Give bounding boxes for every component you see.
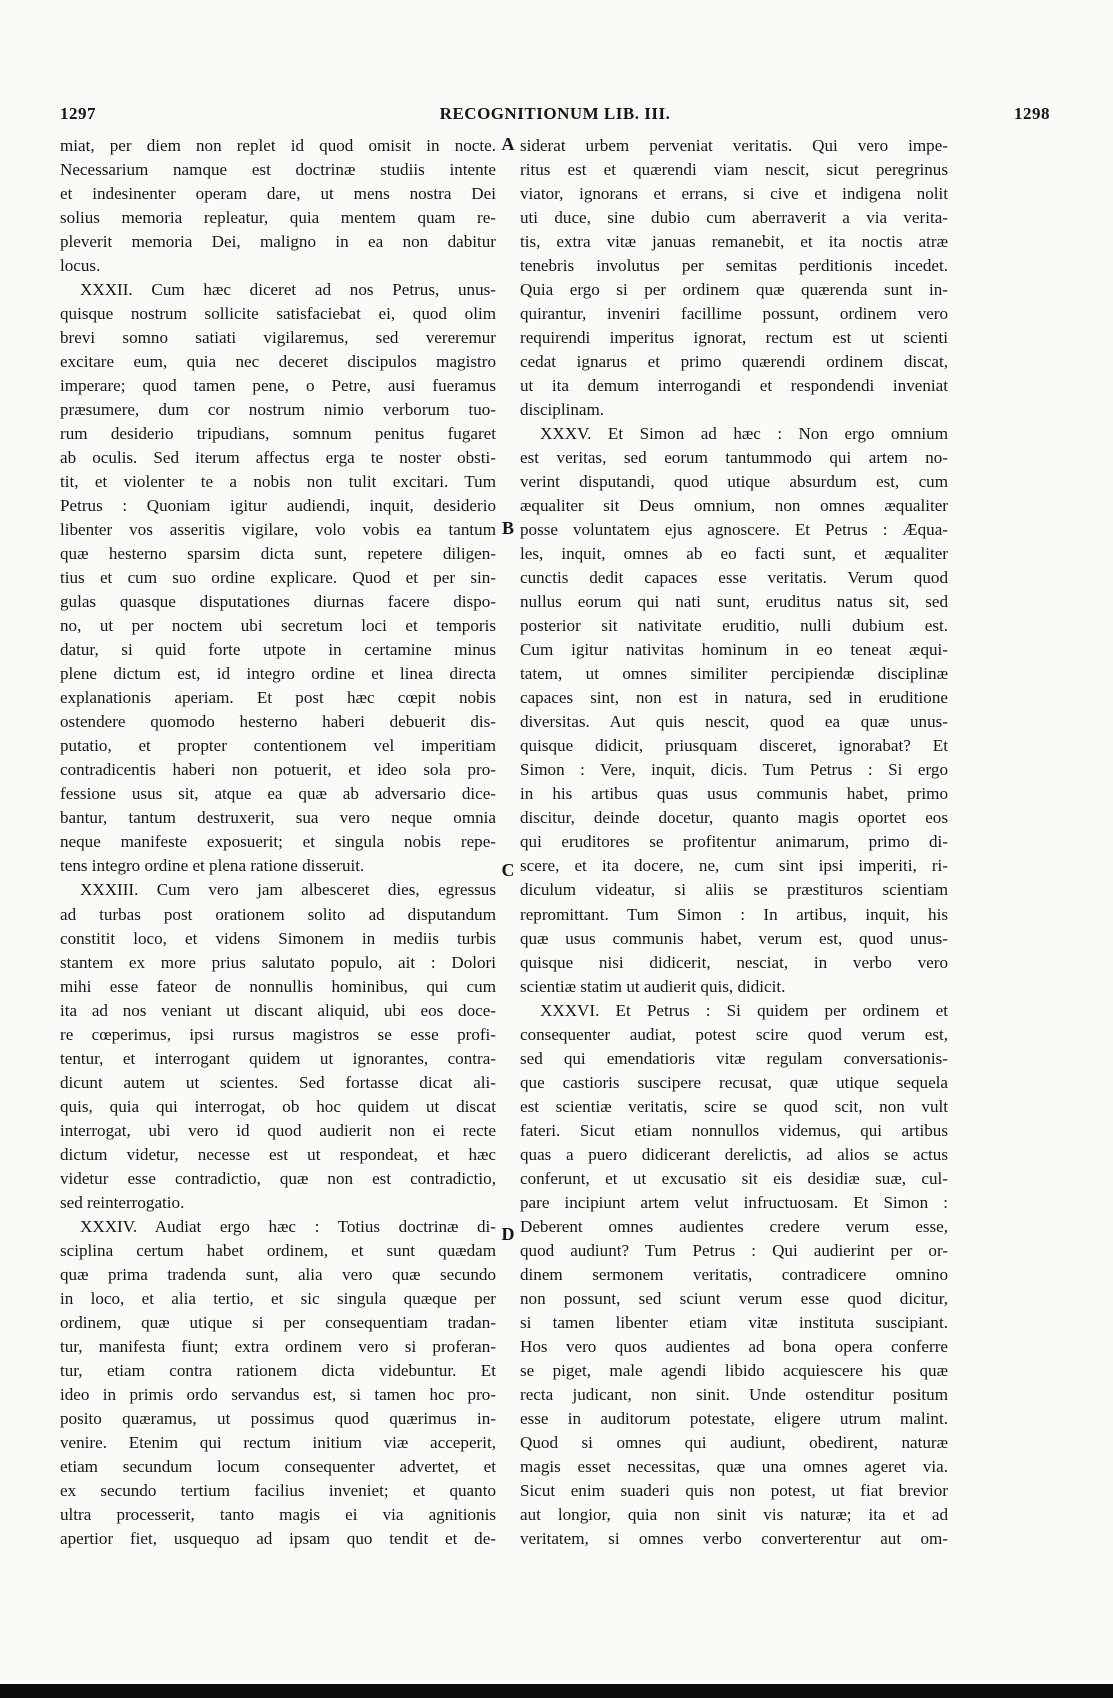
left-column-line: posito quæramus, ut possimus quod quærimus in-: [60, 1408, 496, 1428]
left-column-line: in loco, et alia tertio, et sic singula quæque per: [60, 1288, 496, 1308]
left-column-line: videtur esse contradictio, quæ non est contradictio,: [60, 1168, 496, 1188]
left-column-line: et indesinenter operam dare, ut mens nostra Dei: [60, 184, 496, 204]
left-column-line: solius memoria repleatur, quia mentem quam re-: [60, 208, 496, 228]
right-column-line: Deberent omnes audientes credere verum esse,: [520, 1216, 948, 1236]
right-column-line: que castioris suscipere recusat, quæ utique sequela: [520, 1072, 948, 1092]
right-column-line: cedat ignarus et primo quærendi ordinem discat,: [520, 352, 948, 372]
right-column-line: les, inquit, omnes ab eo facti sunt, et æqualiter: [520, 544, 948, 564]
left-column-line: ex secundo tertium facilius inveniet; et quanto: [60, 1480, 496, 1500]
left-column-line: ultra processerit, tanto magis ei via agnitionis: [60, 1504, 496, 1524]
left-column-line: plene dictum est, id integro ordine et linea directa: [60, 664, 496, 684]
left-column-line: tentur, et interrogant quidem ut ignorantes, contra-: [60, 1048, 496, 1068]
left-column-line: ideo in primis ordo servandus est, si tamen hoc pro-: [60, 1384, 496, 1404]
left-column-line: excitare eum, quia nec deceret discipulos magistro: [60, 352, 496, 372]
left-column-line: interrogat, ubi vero id quod audierit non ei recte: [60, 1120, 496, 1140]
left-column-line: tur, etiam contra rationem dicta videbuntur. Et: [60, 1360, 496, 1380]
left-column-line: re cœperimus, ipsi rursus magistros se esse profi-: [60, 1024, 496, 1044]
right-column-line: est scientiæ veritatis, scire se quod scit, non vult: [520, 1096, 948, 1116]
left-column-line: venire. Etenim qui rectum initium viæ acceperit,: [60, 1432, 496, 1452]
right-column-line: recta judicant, non sinit. Unde ostenditur positum: [520, 1384, 948, 1404]
left-column-line: neque manifeste exposuerit; et singula nobis repe-: [60, 832, 496, 852]
page-number-left: 1297: [60, 104, 96, 123]
margin-letter-c: C: [501, 860, 515, 880]
left-column-line: gulas quasque disputationes diurnas facere dispo-: [60, 592, 496, 612]
left-column-line: tit, et violenter te a nobis non tulit excitari. Tum: [60, 472, 496, 492]
right-column-line: esse in auditorum potestate, eligere utrum malint.: [520, 1408, 948, 1428]
right-column-line: pare incipiunt artem velut infructuosam. Et Simon :: [520, 1192, 948, 1212]
right-column-line: veritatem, si omnes verbo converterentur aut om-: [520, 1528, 948, 1548]
right-column-line: se piget, male agendi libido acquiescere his quæ: [520, 1360, 948, 1380]
left-column-line: pleverit memoria Dei, maligno in ea non dabitur: [60, 232, 496, 252]
left-column-line: tius et cum suo ordine explicare. Quod et per sin-: [60, 568, 496, 588]
right-column-line: posse voluntatem ejus agnoscere. Et Petrus : Æqua-: [520, 520, 948, 540]
page-header: [60, 104, 1050, 126]
left-column-line: sciplina certum habet ordinem, et sunt quædam: [60, 1240, 496, 1260]
left-column-line: putatio, et propter contentionem vel imperitiam: [60, 736, 496, 756]
right-column-line: sed qui emendatioris vitæ regulam conversationis-: [520, 1048, 948, 1068]
right-column-line: fateri. Sicut etiam nonnullos videmus, qui artibus: [520, 1120, 948, 1140]
left-column-line: XXXIII. Cum vero jam albesceret dies, egressus: [80, 880, 496, 900]
left-column-line: dicunt autem ut scientes. Sed fortasse dicat ali-: [60, 1072, 496, 1092]
left-column-line: sed reinterrogatio.: [60, 1192, 185, 1212]
right-column-line: est veritas, sed eorum tantummodo qui artem no-: [520, 448, 948, 468]
left-column-line: datur, si quid forte utpote in certamine minus: [60, 640, 496, 660]
right-column-line: repromittant. Tum Simon : In artibus, inquit, his: [520, 904, 948, 924]
left-column-line: Necessarium namque est doctrinæ studiis intente: [60, 160, 496, 180]
left-column-line: locus.: [60, 256, 101, 276]
left-column-line: præsumere, dum cor nostrum nimio verborum tuo-: [60, 400, 496, 420]
right-column-line: viator, ignorans et errans, si cive et indigena nolit: [520, 184, 948, 204]
right-column-line: disciplinam.: [520, 400, 605, 420]
left-column-line: XXXII. Cum hæc diceret ad nos Petrus, unus-: [80, 280, 496, 300]
right-column-line: ritus est et quærendi viam nescit, sicut peregrinus: [520, 160, 948, 180]
left-column-line: tur, manifesta fiunt; extra ordinem vero si proferan-: [60, 1336, 496, 1356]
right-column-line: Quia ergo si per ordinem quæ quærenda sunt in-: [520, 280, 948, 300]
right-column-line: quisque didicit, priusquam disceret, ignorabat? Et: [520, 736, 948, 756]
left-column-line: apertior fiet, usquequo ad ipsam quo tendit et de-: [60, 1528, 496, 1548]
right-column-line: Simon : Vere, inquit, dicis. Tum Petrus : Si ergo: [520, 760, 948, 780]
left-column-line: brevi somno satiati vigilaremus, sed vereremur: [60, 328, 496, 348]
left-column-line: no, ut per noctem ubi secretum loci et temporis: [60, 616, 496, 636]
left-column-line: quæ hesterno sparsim dicta sunt, repetere diligen-: [60, 544, 496, 564]
right-column-line: magis esset necessitas, quæ una omnes ageret via.: [520, 1456, 948, 1476]
left-column-line: imperare; quod tamen pene, o Petre, ausi fueramus: [60, 376, 496, 396]
right-column-line: quod audiunt? Tum Petrus : Qui audierint per or-: [520, 1240, 948, 1260]
right-column-line: siderat urbem perveniat veritatis. Qui vero impe-: [520, 136, 948, 155]
right-column-line: uti duce, sine dubio cum aberraverit a via verita-: [520, 208, 948, 228]
page-number-right: 1298: [1014, 104, 1050, 123]
left-column-line: rum desiderio tripudians, somnum penitus fugaret: [60, 424, 496, 444]
left-column-line: fessione usus sit, atque ea quæ ab adversario dice-: [60, 784, 496, 804]
left-column-line: XXXIV. Audiat ergo hæc : Totius doctrinæ di-: [80, 1216, 496, 1236]
right-column-line: diversitas. Aut quis nescit, quod ea quæ unus-: [520, 712, 948, 732]
left-column-line: stantem ex more prius salutato populo, ait : Dolori: [60, 952, 496, 972]
left-column-line: quis, quia qui interrogat, ob hoc quidem ut discat: [60, 1096, 496, 1116]
right-column-line: discitur, deinde docetur, quanto magis oportet eos: [520, 808, 948, 828]
right-column-line: scere, et ita docere, ne, cum sint ipsi imperiti, ri-: [520, 856, 948, 876]
right-column-line: scientiæ statim ut audierit quis, didicit.: [520, 976, 786, 996]
right-column-line: diculum videatur, si aliis se præstituros scientiam: [520, 880, 948, 900]
left-column-line: quæ prima tradenda sunt, alia vero quæ secundo: [60, 1264, 496, 1284]
left-column-line: tens integro ordine et plena ratione disseruit.: [60, 856, 365, 876]
right-column-line: tenebris involutus per semitas perditionis incedet.: [520, 256, 948, 276]
left-column-line: mihi esse fateor de nonnullis hominibus, qui cum: [60, 976, 496, 996]
right-column-line: ut ita demum interrogandi et respondendi inveniat: [520, 376, 948, 396]
right-column-line: qui eruditores se profitentur animarum, primo di-: [520, 832, 948, 852]
right-column-line: quæ usus communis habet, verum est, quod unus-: [520, 928, 948, 948]
left-column-line: ad turbas post orationem solito ad disputandum: [60, 904, 496, 924]
right-column-line: capaces sint, non est in natura, sed in eruditione: [520, 688, 948, 708]
left-column-line: libenter vos asseritis vigilare, volo vobis ea tantum: [60, 520, 496, 540]
left-column-line: miat, per diem non replet id quod omisit in nocte.: [60, 136, 496, 155]
right-column-line: consequenter audiat, potest scire quod verum est,: [520, 1024, 948, 1044]
right-column-line: dinem sermonem veritatis, contradicere omnino: [520, 1264, 948, 1284]
right-column-line: requirendi imperitus ignorat, rectum est ut scienti: [520, 328, 948, 348]
right-column-line: tis, extra vitæ januas remanebit, et ita noctis atræ: [520, 232, 948, 252]
left-column-line: bantur, tantum destruxerit, sua vero neque omnia: [60, 808, 496, 828]
left-column-line: dictum videtur, necesse est ut respondeat, et hæc: [60, 1144, 496, 1164]
right-column-line: XXXVI. Et Petrus : Si quidem per ordinem et: [540, 1000, 948, 1020]
running-title: RECOGNITIONUM LIB. III.: [439, 104, 671, 123]
left-column: [60, 134, 496, 1551]
right-column-line: Hos vero quos audientes ad bona opera conferre: [520, 1336, 948, 1356]
right-column-line: Sicut enim suaderi quis non potest, ut fiat brevior: [520, 1480, 948, 1500]
right-column-line: æqualiter sit Deus omnium, non omnes æqualiter: [520, 496, 948, 516]
right-column-line: in his artibus quas usus communis habet, primo: [520, 784, 948, 804]
right-column-line: aut longior, quia non sinit vis naturæ; ita et ad: [520, 1504, 948, 1524]
left-column-line: Petrus : Quoniam igitur audiendi, inquit, desiderio: [60, 496, 496, 516]
left-column-line: ab oculis. Sed iterum affectus erga te noster obsti-: [60, 448, 496, 468]
left-column-line: ostendere quomodo hesterno haberi debuerit dis-: [60, 712, 496, 732]
margin-letter-a: A: [501, 134, 515, 154]
right-column-line: cunctis dedit capaces esse veritatis. Verum quod: [520, 568, 948, 588]
right-column-line: XXXV. Et Simon ad hæc : Non ergo omnium: [540, 424, 948, 444]
left-column-line: constitit loco, et videns Simonem in mediis turbis: [60, 928, 496, 948]
right-column-line: si tamen libenter etiam vitæ instituta suscipiant.: [520, 1312, 948, 1332]
left-column-line: explanationis aperiam. Et post hæc cœpit nobis: [60, 688, 496, 708]
left-column-line: etiam secundum locum consequenter advertet, et: [60, 1456, 496, 1476]
right-column-line: tatem, ut omnes similiter percipiendæ disciplinæ: [520, 664, 948, 684]
right-column-line: conferunt, et ut excusatio sit eis desidiæ suæ, cul-: [520, 1168, 948, 1188]
left-column-line: quisque nostrum sollicite satisfaciebat ei, quod olim: [60, 304, 496, 324]
margin-letter-b: B: [501, 518, 514, 538]
right-column-line: quas a puero didicerant derelictis, ad alios se actus: [520, 1144, 948, 1164]
right-column-line: non possunt, sed sciunt verum esse quod dicitur,: [520, 1288, 948, 1308]
right-column-line: nullus eorum qui nati sunt, eruditus natus sit, sed: [520, 592, 948, 612]
right-column: [520, 134, 948, 1551]
scan-edge: [0, 1684, 1113, 1698]
left-column-line: contradicentis haberi non potuerit, et ideo sola pro-: [60, 760, 496, 780]
right-column-line: Cum igitur nativitas hominum in eo teneat æqui-: [520, 640, 948, 660]
right-column-line: posterior sit nativitate eruditio, nulli dubium est.: [520, 616, 948, 636]
right-column-line: Quod si omnes qui audiunt, obedirent, naturæ: [520, 1432, 948, 1452]
left-column-line: ita ad nos veniant ut discant aliquid, ubi eos doce-: [60, 1000, 496, 1020]
margin-letter-d: D: [501, 1224, 515, 1244]
right-column-line: quirantur, inveniri facillime possunt, ordinem vero: [520, 304, 948, 324]
right-column-line: quisque nisi didicerit, nesciat, in verbo vero: [520, 952, 948, 972]
left-column-line: ordinem, quæ utique si per consequentiam tradan-: [60, 1312, 496, 1332]
right-column-line: verint disputandi, quod utique absurdum est, cum: [520, 472, 948, 492]
